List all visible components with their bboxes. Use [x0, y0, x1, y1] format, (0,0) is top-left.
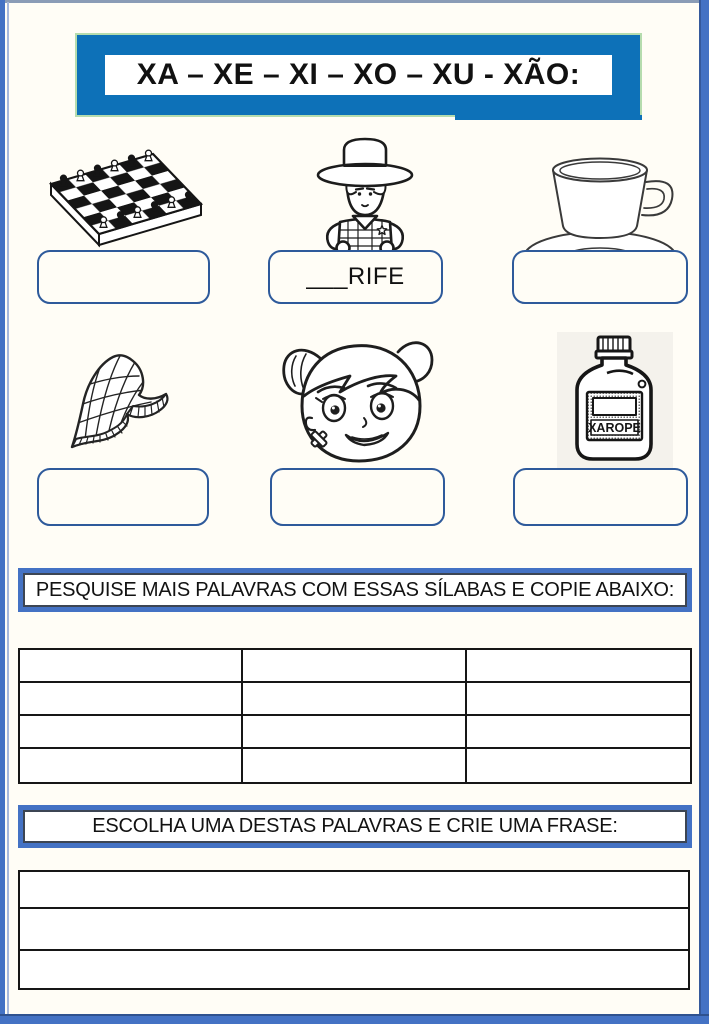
- shawl-image: [55, 348, 205, 460]
- answer-box-xadrez[interactable]: [37, 250, 210, 304]
- word-cell[interactable]: [243, 716, 466, 749]
- syrup-bottle-image: [557, 332, 673, 468]
- answer-box-xale[interactable]: [37, 468, 209, 526]
- chessboard-image: [33, 142, 215, 264]
- word-cell[interactable]: [243, 650, 466, 683]
- page-border-top: [0, 0, 709, 3]
- answer-box-xuxa[interactable]: [270, 468, 445, 526]
- search-instruction-inner: [23, 573, 687, 607]
- sentence-instruction-box: [18, 805, 692, 848]
- title-banner-step: [455, 115, 642, 120]
- word-table: [18, 648, 692, 784]
- sentence-instruction-text: ESCOLHA UMA DESTAS PALAVRAS E CRIE UMA FRASE:: [92, 815, 618, 837]
- shawl-icon: [55, 348, 205, 460]
- word-cell[interactable]: [243, 749, 466, 782]
- girl-face-icon: [262, 330, 452, 472]
- page-title: XA – XE – XI – XO – XU - XÃO:: [136, 58, 581, 91]
- word-cell[interactable]: [20, 716, 243, 749]
- page-border-bottom: [0, 1014, 709, 1024]
- sentence-instruction-inner: [23, 810, 687, 843]
- bottle-label-text: XAROPE: [588, 421, 641, 435]
- sentence-line[interactable]: [20, 872, 688, 909]
- answer-box-xarope[interactable]: [513, 468, 688, 526]
- page-border-left-inner: [7, 2, 9, 1024]
- page-border-left: [0, 0, 5, 1024]
- title-banner: [75, 33, 642, 117]
- page-border-right: [699, 0, 709, 1024]
- answer-text: ___RIFE: [306, 263, 405, 290]
- chessboard-icon: [33, 142, 215, 264]
- word-cell[interactable]: [20, 683, 243, 716]
- sentence-table: [18, 870, 690, 990]
- answer-box-xicara[interactable]: [512, 250, 688, 304]
- word-cell[interactable]: [467, 749, 690, 782]
- sentence-line[interactable]: [20, 951, 688, 988]
- word-cell[interactable]: [243, 683, 466, 716]
- word-cell[interactable]: [467, 650, 690, 683]
- search-instruction-text: PESQUISE MAIS PALAVRAS COM ESSAS SÍLABAS E COPIE ABAIXO:: [35, 578, 675, 601]
- word-cell[interactable]: [467, 716, 690, 749]
- title-box: [105, 55, 612, 95]
- word-cell[interactable]: [467, 683, 690, 716]
- sentence-line[interactable]: [20, 909, 688, 951]
- word-cell[interactable]: [20, 749, 243, 782]
- syrup-bottle-icon: [557, 332, 673, 468]
- word-cell[interactable]: [20, 650, 243, 683]
- girl-face-image: [262, 330, 452, 472]
- answer-box-xerife[interactable]: [268, 250, 443, 304]
- search-instruction-box: [18, 568, 692, 612]
